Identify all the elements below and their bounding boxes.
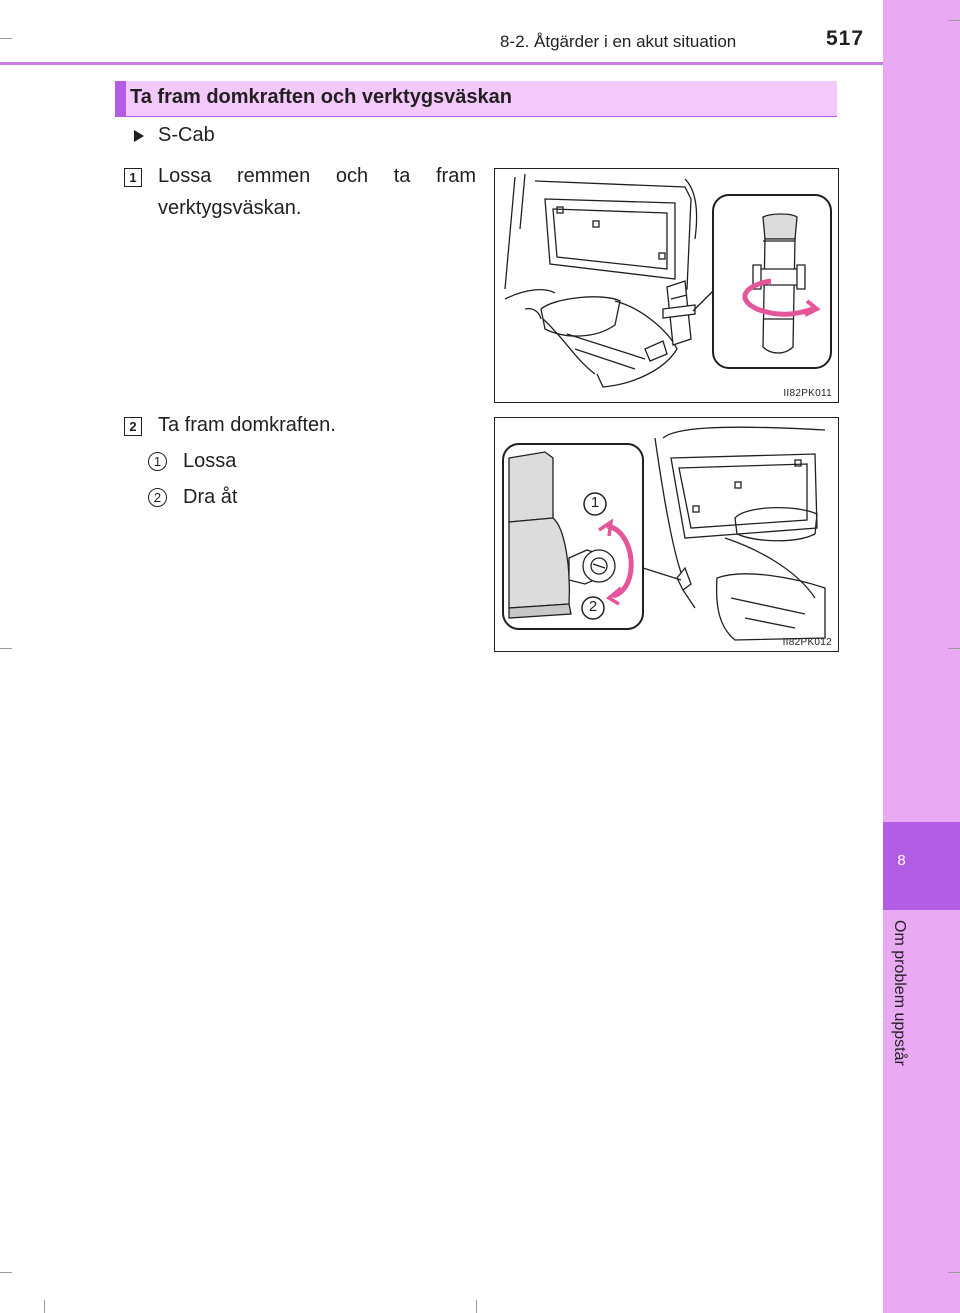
step-1-text-line2: verktygsväskan. <box>158 197 302 219</box>
crop-mark <box>948 1272 960 1273</box>
figure-2-code: II82PK012 <box>782 637 832 648</box>
jack-illustration <box>495 418 838 651</box>
figure-jack <box>494 417 839 652</box>
step-2-text: Ta fram domkraften. <box>158 414 336 436</box>
bullet-arrow-icon <box>134 130 144 142</box>
chapter-number: 8 <box>897 852 906 869</box>
figure-callout-1: 1 <box>590 494 600 511</box>
step-number-2: 2 <box>124 417 142 436</box>
figure-tool-bag <box>494 168 839 403</box>
figure-1-code: II82PK011 <box>783 388 832 399</box>
tool-bag-illustration <box>495 169 838 402</box>
crop-mark <box>0 1272 12 1273</box>
crop-mark <box>0 38 12 39</box>
section-title: Ta fram domkraften och verktygsväskan <box>130 86 513 108</box>
crop-mark <box>948 648 960 649</box>
header-section-title: 8-2. Åtgärder i en akut situation <box>500 32 737 51</box>
substep-2-text: Dra åt <box>183 486 238 508</box>
crop-mark <box>948 20 960 21</box>
substep-number-1: 1 <box>148 452 167 471</box>
crop-mark <box>44 1300 45 1313</box>
step-1-text-line1: Lossa remmen och ta fram <box>158 165 476 187</box>
substep-1-text: Lossa <box>183 450 237 472</box>
crop-mark <box>0 648 12 649</box>
chapter-title: Om problem uppstår <box>891 920 908 1066</box>
figure-callout-2: 2 <box>588 598 598 615</box>
bullet-label: S-Cab <box>158 124 215 146</box>
header-rule <box>0 62 883 65</box>
section-underline <box>115 116 837 117</box>
page-number: 517 <box>826 27 865 50</box>
chapter-sidebar <box>883 0 960 1313</box>
substep-number-2: 2 <box>148 488 167 507</box>
crop-mark <box>476 1300 477 1313</box>
step-number-1: 1 <box>124 168 142 187</box>
